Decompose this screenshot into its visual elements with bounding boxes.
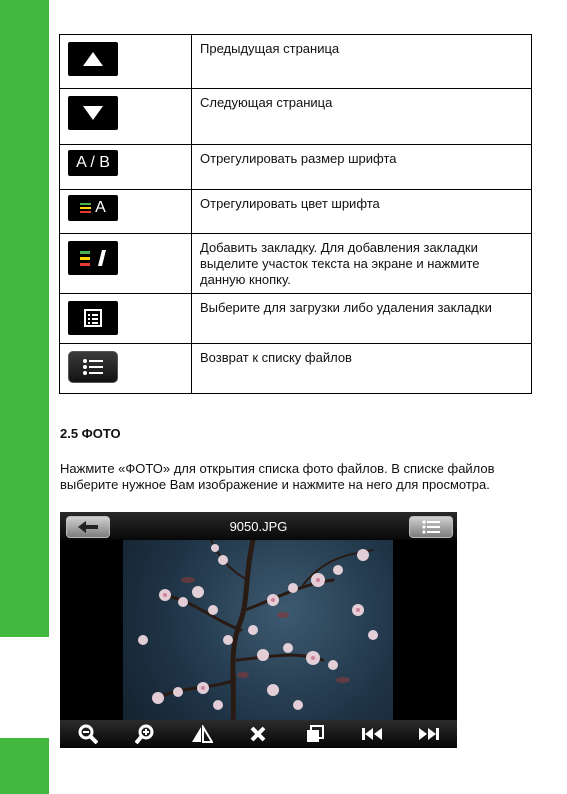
table-row bbox=[60, 190, 532, 234]
font-color-icon-label: A bbox=[95, 199, 106, 216]
table-row bbox=[60, 294, 532, 344]
zoom-out-icon[interactable] bbox=[73, 722, 103, 746]
menu-list-icon[interactable] bbox=[409, 516, 453, 538]
control-description: Возврат к списку файлов bbox=[192, 344, 532, 394]
add-bookmark-icon bbox=[68, 241, 118, 275]
green-sidebar-top bbox=[0, 0, 49, 637]
zoom-in-icon[interactable] bbox=[130, 722, 160, 746]
control-description: Отрегулировать размер шрифта bbox=[192, 145, 532, 190]
table-row bbox=[60, 344, 532, 394]
cherry-blossom-photo[interactable] bbox=[123, 540, 393, 720]
photo-viewer-screenshot bbox=[60, 512, 457, 748]
green-sidebar-bottom bbox=[0, 738, 49, 794]
font-size-icon bbox=[68, 150, 118, 176]
table-row bbox=[60, 234, 532, 294]
control-description: Добавить закладку. Для добавления закладки выделите участок текста на экране и нажмите данную кнопку. bbox=[192, 234, 532, 294]
flip-icon[interactable] bbox=[187, 722, 217, 746]
viewer-title-bar bbox=[60, 512, 457, 540]
previous-icon[interactable] bbox=[357, 722, 387, 746]
font-size-icon-label: A / B bbox=[76, 154, 110, 171]
triangle-up-icon bbox=[68, 42, 118, 76]
control-description: Следующая страница bbox=[192, 89, 532, 145]
control-description: Выберите для загрузки либо удаления закладки bbox=[192, 294, 532, 344]
slideshow-icon[interactable] bbox=[300, 722, 330, 746]
bookmarks-list-icon bbox=[68, 301, 118, 335]
controls-table bbox=[59, 34, 532, 394]
control-description: Отрегулировать цвет шрифта bbox=[192, 190, 532, 234]
section-text: Нажмите «ФОТО» для открытия списка фото файлов. В списке файлов выберите нужное Вам изображение и нажмите на него для просмотра. bbox=[60, 461, 495, 492]
font-color-icon bbox=[68, 195, 118, 221]
table-row bbox=[60, 89, 532, 145]
control-description: Предыдущая страница bbox=[192, 35, 532, 89]
table-row bbox=[60, 145, 532, 190]
section-heading: 2.5 ФОТО bbox=[60, 426, 121, 441]
viewer-toolbar bbox=[60, 720, 457, 748]
triangle-down-icon bbox=[68, 96, 118, 130]
next-icon[interactable] bbox=[414, 722, 444, 746]
file-list-icon bbox=[68, 351, 118, 383]
viewer-filename: 9050.JPG bbox=[229, 519, 288, 534]
table-row bbox=[60, 35, 532, 89]
close-icon[interactable] bbox=[243, 722, 273, 746]
